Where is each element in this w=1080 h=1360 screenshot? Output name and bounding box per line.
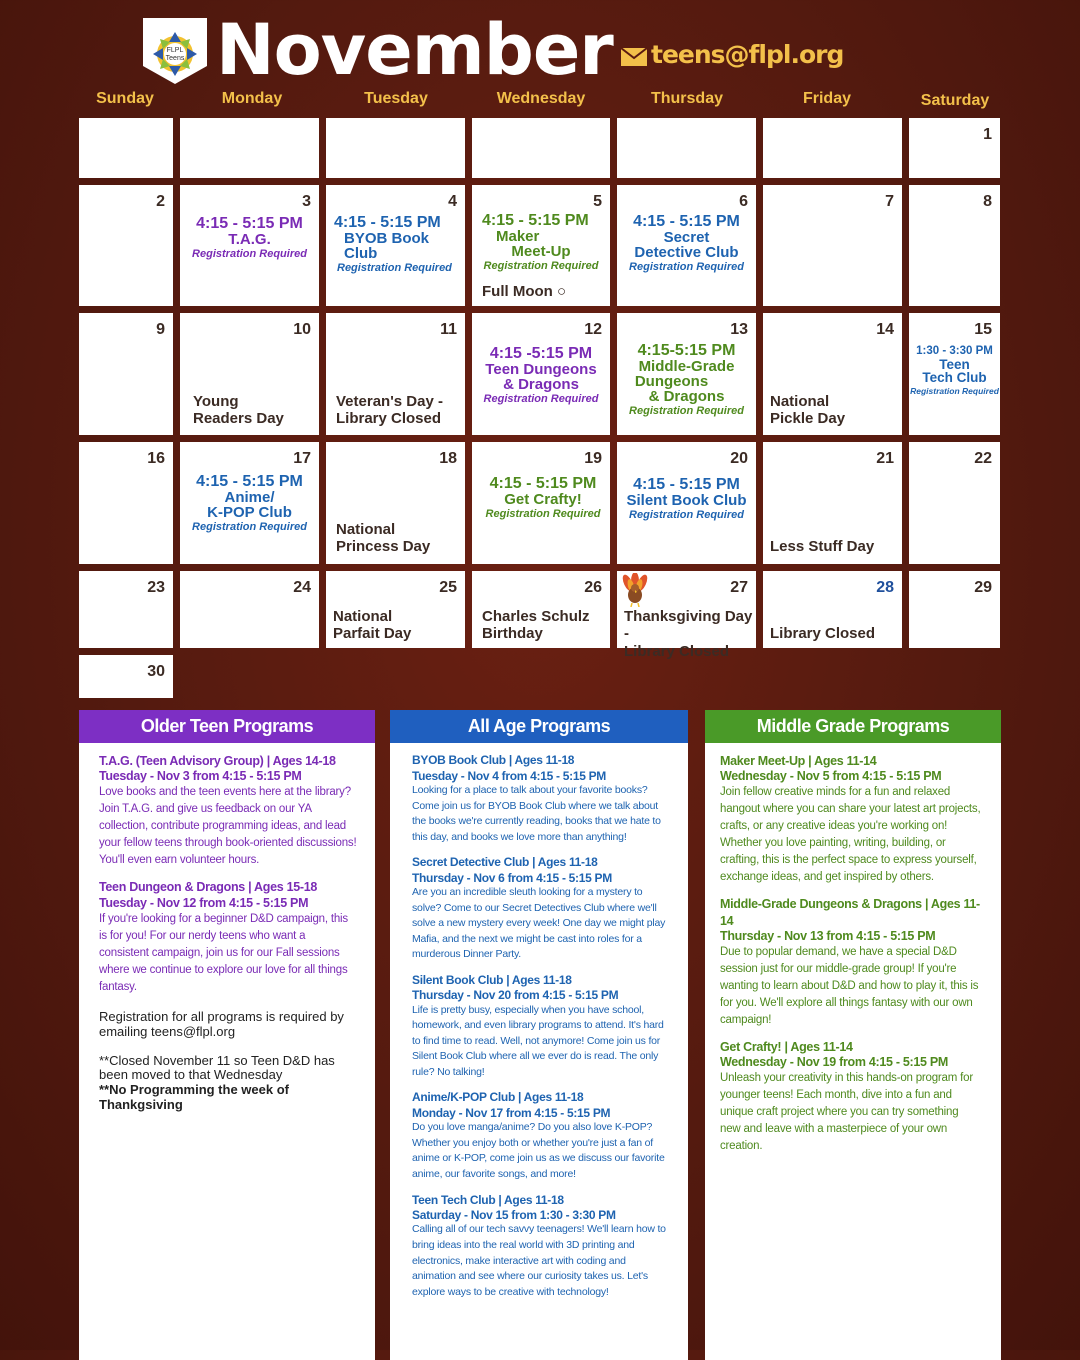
- calendar-cell-nov-5[interactable]: [472, 185, 610, 306]
- calendar-cell-nov-21: [763, 442, 902, 564]
- event-time: 4:15 - 5:15 PM: [633, 213, 740, 230]
- event-time: 4:15 - 5:15 PM: [196, 473, 303, 490]
- calendar-cell-nov-9: [79, 313, 173, 435]
- day-number: 5: [593, 193, 602, 210]
- event-teen-tech-club[interactable]: [909, 346, 1000, 395]
- event-maker-meet-up[interactable]: [482, 213, 600, 272]
- turkey-icon: [620, 573, 650, 607]
- observance: Charles Schulz Birthday: [482, 608, 590, 643]
- event-time: 4:15 - 5:15 PM: [633, 476, 740, 493]
- program-anime-kpop: Anime/K-POP Club | Ages 11-18 Monday - Nov 17 from 4:15 - 5:15 PM Do you love manga/anime? Do you also love K-POP? Whether you enjoy both or whether you're just a fan of anime or K-POP, come join us as we discuss our favorite anime, our favorite songs, and more!: [412, 1090, 665, 1180]
- event-anime-kpop-club[interactable]: [180, 474, 319, 533]
- panel-older-teen: [79, 710, 375, 1360]
- registration-note: Registration for all programs is required by emailing teens@flpl.org: [99, 1008, 344, 1039]
- event-secret-detective-club[interactable]: [617, 214, 756, 273]
- contact-email[interactable]: teens@flpl.org: [651, 40, 844, 69]
- calendar-cell-nov-4[interactable]: [326, 185, 465, 306]
- calendar-cell-nov-2: [79, 185, 173, 306]
- calendar-cell-nov-27: [617, 571, 756, 660]
- calendar-cell-empty: [617, 118, 756, 178]
- calendar-cell-nov-17[interactable]: [180, 442, 319, 564]
- calendar-cell-empty: [472, 118, 610, 178]
- observance: Thanksgiving Day - Library Closed: [624, 608, 753, 660]
- panel-all-age: [390, 710, 688, 1360]
- calendar-cell-nov-28: [763, 571, 902, 648]
- event-registration: Registration Required: [337, 262, 452, 274]
- day-number: 27: [730, 579, 748, 596]
- event-registration: Registration Required: [485, 508, 601, 520]
- dayname-wednesday: Wednesday: [496, 90, 586, 107]
- day-number: 30: [147, 663, 165, 680]
- calendar-cell-nov-6[interactable]: [617, 185, 756, 306]
- dayname-sunday: Sunday: [96, 90, 154, 107]
- day-number: 13: [730, 321, 748, 338]
- event-time: 4:15 - 5:15 PM: [196, 215, 303, 232]
- event-registration: Registration Required: [910, 385, 999, 396]
- event-name: Detective Club: [634, 244, 739, 261]
- event-registration: Registration Required: [483, 393, 599, 405]
- event-time: 4:15 - 5:15 PM: [489, 475, 597, 492]
- calendar-cell-nov-3[interactable]: [180, 185, 319, 306]
- day-number: 20: [730, 450, 748, 467]
- event-middle-grade-dnd[interactable]: [617, 343, 756, 417]
- day-number: 1: [983, 126, 992, 143]
- calendar-cell-nov-19[interactable]: [472, 442, 610, 564]
- program-silent-book-club: Silent Book Club | Ages 11-18 Thursday - Nov 20 from 4:15 - 5:15 PM Life is pretty busy, especially when you have school, homework, and even library programs to attend. It's hard to find time to read. Well, not anymore! Come join us for Silent Book Club where all we ever do is read. The only rule? No talking!: [412, 972, 664, 1078]
- day-number: 29: [974, 579, 992, 596]
- event-name: Teen: [939, 356, 970, 372]
- event-name: Meet-Up: [511, 243, 571, 260]
- program-tag: T.A.G. (Teen Advisory Group) | Ages 14-18 Tuesday - Nov 3 from 4:15 - 5:15 PM Love books and the teen events here at the library? Join T.A.G. and give us feedback on our YA collection, contribute programming ideas, and lead your fellow teens through book-oriented discussions! You'll even earn volunteer hours.: [99, 754, 357, 867]
- calendar-cell-nov-7: [763, 185, 902, 306]
- day-number: 16: [147, 450, 165, 467]
- calendar-cell-nov-29: [909, 571, 1000, 648]
- calendar-cell-nov-8: [909, 185, 1000, 306]
- calendar-cell-nov-18: [326, 442, 465, 564]
- event-name: BYOB Book Club: [344, 230, 430, 262]
- event-registration: Registration Required: [192, 521, 307, 533]
- dayname-saturday: Saturday: [920, 92, 990, 109]
- event-time: 4:15 - 5:15 PM: [482, 212, 589, 229]
- day-number: 8: [983, 193, 992, 210]
- observance: National Pickle Day: [770, 393, 846, 428]
- event-registration: Registration Required: [629, 261, 744, 273]
- day-number: 18: [439, 450, 457, 467]
- event-name: Tech Club: [922, 370, 987, 385]
- day-number: 10: [293, 321, 311, 338]
- event-time: 4:15 - 5:15 PM: [334, 214, 441, 231]
- event-byob-book-club[interactable]: [334, 215, 465, 274]
- calendar-cell-nov-10: [180, 313, 319, 435]
- event-name: & Dragons: [648, 388, 725, 405]
- dayname-tuesday: Tuesday: [364, 90, 428, 107]
- day-number: 23: [147, 579, 165, 596]
- calendar-cell-empty: [763, 118, 902, 178]
- observance: Less Stuff Day: [770, 538, 875, 555]
- observance: Library Closed: [770, 625, 876, 642]
- day-number: 2: [156, 193, 165, 210]
- calendar-cell-nov-16: [79, 442, 173, 564]
- calendar-cell-nov-30: [79, 655, 173, 698]
- day-number: 12: [584, 321, 602, 338]
- observance: National Princess Day: [336, 521, 431, 556]
- day-number: 4: [448, 193, 457, 210]
- calendar-cell-nov-14: [763, 313, 902, 435]
- panel-title: Older Teen Programs: [79, 710, 375, 743]
- day-number: 3: [302, 193, 311, 210]
- event-name: Teen Dungeons: [485, 361, 597, 378]
- panel-middle-grade: [705, 710, 1001, 1360]
- panel-title: Middle Grade Programs: [705, 710, 1001, 743]
- full-moon-note: Full Moon ○: [482, 283, 567, 300]
- program-get-crafty: Get Crafty! | Ages 11-14 Wednesday - Nov 19 from 4:15 - 5:15 PM Unleash your creativity in this hands-on program for younger teens! Each month, dive into a fun and unique craft project where you can try something new and leave with a masterpiece of your own creation.: [720, 1039, 973, 1153]
- event-registration: Registration Required: [629, 509, 744, 521]
- day-number: 17: [293, 450, 311, 467]
- observance: Veteran's Day - Library Closed: [336, 393, 443, 428]
- event-name: Anime/: [224, 489, 275, 506]
- program-maker-meetup: Maker Meet-Up | Ages 11-14 Wednesday - Nov 5 from 4:15 - 5:15 PM Join fellow creative minds for a fun and relaxed hangout where you can share your latest art projects, crafts, or any creative ideas you're working on! Whether you love painting, writing, building, or crafting, this is the perfect space to express yourself, exchange ideas, and get inspired by others.: [720, 754, 981, 884]
- flpl-teens-logo: [141, 16, 209, 86]
- thanksgiving-note: **No Programming the week of Thankgsiving: [99, 1082, 289, 1113]
- day-number: 22: [974, 450, 992, 467]
- dayname-thursday: Thursday: [650, 90, 723, 107]
- calendar-cell-nov-22: [909, 442, 1000, 564]
- program-teen-tech: Teen Tech Club | Ages 11-18 Saturday - Nov 15 from 1:30 - 3:30 PM Calling all of our tech savvy teenagers! We'll learn how to bring ideas into the real world with 3D printing and electronics, make interactive art with coding and animation and see where our curiosity takes us. Let's explore ways to be creative with technology!: [412, 1192, 666, 1298]
- closure-note: **Closed November 11 so Teen D&D has been moved to that Wednesday: [99, 1052, 335, 1083]
- program-teen-dnd: Teen Dungeon & Dragons | Ages 15-18 Tuesday - Nov 12 from 4:15 - 5:15 PM If you're looking for a beginner D&D campaign, this is for you! For our nerdy teens who want a consistent campaign, join us for our Fall sessions where we continue to explore our love for all things fantasy.: [99, 880, 348, 993]
- program-byob: BYOB Book Club | Ages 11-18 Tuesday - Nov 4 from 4:15 - 5:15 PM Looking for a place to talk about your favorite books? Come join us for BYOB Book Club where we talk about the books we're currently reading, books that we hate to this day, and books we love more than anything!: [412, 753, 661, 843]
- event-time: 1:30 - 3:30 PM: [916, 345, 993, 357]
- day-number: 26: [584, 579, 602, 596]
- event-name: Maker: [496, 228, 540, 245]
- event-registration: Registration Required: [483, 260, 599, 272]
- day-number: 7: [885, 193, 894, 210]
- event-name: Silent Book Club: [626, 492, 747, 509]
- event-name: T.A.G.: [228, 231, 271, 248]
- day-number: 24: [293, 579, 311, 596]
- day-number: 6: [739, 193, 748, 210]
- day-number: 11: [440, 321, 457, 338]
- panel-title: All Age Programs: [390, 710, 688, 743]
- event-name: Get Crafty!: [504, 491, 582, 508]
- calendar-cell-empty: [180, 118, 319, 178]
- calendar-cell-nov-13[interactable]: [617, 313, 756, 435]
- observance: National Parfait Day: [333, 608, 412, 643]
- event-silent-book-club[interactable]: [617, 477, 756, 521]
- calendar-cell-nov-1: [909, 118, 1000, 178]
- event-registration: Registration Required: [192, 248, 307, 260]
- calendar-cell-nov-24: [180, 571, 319, 648]
- observance: Young Readers Day: [193, 393, 284, 428]
- event-teen-dungeons-dragons[interactable]: [472, 346, 610, 405]
- event-name: K-POP Club: [207, 504, 292, 521]
- event-name: Secret: [663, 229, 710, 246]
- calendar-cell-nov-23: [79, 571, 173, 648]
- program-secret-detective: Secret Detective Club | Ages 11-18 Thursday - Nov 6 from 4:15 - 5:15 PM Are you an incredible sleuth looking for a mystery to solve? Come to our Secret Detectives Club where we'll solve a new mystery every week! One day we might play Mafia, and the next we might be cast into roles for a murderous Dinner Party.: [412, 855, 666, 961]
- day-number: 9: [156, 321, 165, 338]
- calendar-cell-empty: [326, 118, 465, 178]
- day-number: 15: [974, 321, 992, 338]
- calendar-cell-nov-12[interactable]: [472, 313, 610, 435]
- day-number: 28: [876, 579, 894, 596]
- day-number: 14: [876, 321, 894, 338]
- svg-text:FLPL: FLPL: [166, 47, 184, 54]
- day-number: 21: [876, 450, 894, 467]
- calendar-cell-nov-11: [326, 313, 465, 435]
- day-number: 19: [584, 450, 602, 467]
- calendar-cell-nov-26: [472, 571, 610, 648]
- event-tag[interactable]: [180, 216, 319, 260]
- event-name: Dungeons: [634, 373, 709, 390]
- day-number: 25: [439, 579, 457, 596]
- svg-text:Teens: Teens: [165, 55, 185, 62]
- dayname-friday: Friday: [802, 90, 851, 107]
- event-name: Middle-Grade: [638, 358, 735, 375]
- calendar-cell-nov-25: [326, 571, 465, 648]
- month-title: November: [216, 9, 613, 91]
- event-time: 4:15-5:15 PM: [637, 342, 736, 359]
- calendar-cell-nov-15[interactable]: [909, 313, 1000, 435]
- mail-icon: [620, 47, 648, 67]
- event-get-crafty[interactable]: [476, 476, 610, 520]
- event-name: & Dragons: [503, 376, 579, 393]
- calendar-cell-nov-20[interactable]: [617, 442, 756, 564]
- event-time: 4:15 -5:15 PM: [489, 345, 593, 362]
- program-middle-grade-dnd: Middle-Grade Dungeons & Dragons | Ages 11-14 Thursday - Nov 13 from 4:15 - 5:15 PM Due to popular demand, we have a special D&D session just for our middle-grade group! If you're wanting to learn about D&D and how to play it, this is for you. We'll explore all things fantasy with our own campaign!: [720, 897, 980, 1026]
- calendar-cell-empty: [79, 118, 173, 178]
- event-registration: Registration Required: [629, 405, 744, 417]
- dayname-monday: Monday: [221, 90, 283, 107]
